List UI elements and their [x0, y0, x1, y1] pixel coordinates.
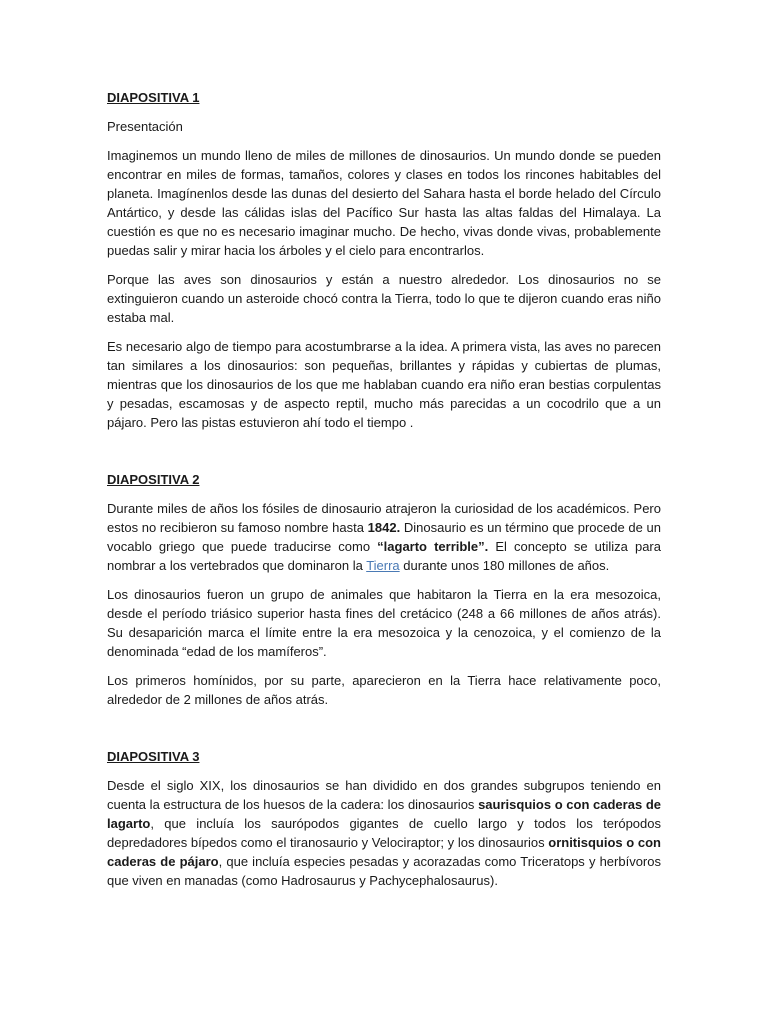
- slide-3-paragraph-1: [107, 776, 661, 890]
- slide-3-p1-text-b: , que incluía los saurópodos gigantes de cuello largo y todos los terópodos depredadores bípedos como el tiranosaurio y Velociraptor; y los dinosaurios: [107, 816, 661, 850]
- slide-2-p1-text-c: El concepto se utiliza para nombrar a los vertebrados que dominaron la: [107, 539, 661, 573]
- slide-2-heading: DIAPOSITIVA 2: [107, 472, 200, 487]
- slide-2-p1-text-d: durante unos 180 millones de años.: [399, 558, 610, 573]
- slide-3-p1-bold-ornitisquios: ornitisquios o con caderas de pájaro: [107, 835, 662, 869]
- slide-3-heading: DIAPOSITIVA 3: [107, 749, 200, 764]
- slide-1-paragraph-2: Porque las aves son dinosaurios y están a nuestro alrededor. Los dinosaurios no se extinguieron cuando un asteroide chocó contra la Tierra, todo lo que te dijeron cuando eras niño estaba mal.: [107, 272, 661, 325]
- slide-2-p1-text-a: Durante miles de años los fósiles de dinosaurio atrajeron la curiosidad de los académicos. Pero estos no recibieron su famoso nombre hasta: [107, 501, 661, 535]
- slide-2-p1-quote: “lagarto terrible”.: [377, 539, 489, 554]
- slide-2-paragraph-3: Los primeros homínidos, por su parte, aparecieron en la Tierra hace relativamente poco, alrededor de 2 millones de años atrás.: [107, 673, 661, 707]
- document-page: [107, 88, 661, 890]
- slide-3-p1-text-a: Desde el siglo XIX, los dinosaurios se han dividido en dos grandes subgrupos teniendo en cuenta la estructura de los huesos de la cadera: los dinosaurios: [107, 778, 661, 812]
- slide-1-section: [107, 88, 661, 432]
- slide-2-paragraph-2: Los dinosaurios fueron un grupo de animales que habitaron la Tierra en la era mesozoica, desde el período triásico superior hasta fines del cretácico (248 a 66 millones de años atrás). Su desaparición marca el límite entre la era mesozoica y la cenozoica, y el comienzo de la denominada “edad de los mamíferos”.: [107, 587, 661, 659]
- slide-1-paragraph-3: Es necesario algo de tiempo para acostumbrarse a la idea. A primera vista, las aves no parecen tan similares a los dinosaurios: son pequeñas, brillantes y rápidas y cubiertas de plumas, mientras que los dinosaurios de los que me hablaban cuando era niño eran bestias corpulentas y pesadas, escamosas y de aspecto reptil, mucho más parecidas a un cocodrilo que a un pájaro. Pero las pistas estuvieron ahí todo el tiempo .: [107, 339, 661, 430]
- slide-1-heading: DIAPOSITIVA 1: [107, 90, 200, 105]
- slide-3-section: [107, 747, 661, 890]
- slide-2-p1-text-b: Dinosaurio es un término que procede de un vocablo griego que puede traducirse como: [107, 520, 661, 554]
- slide-1-subtitle: Presentación: [107, 119, 183, 134]
- slide-2-paragraph-1: [107, 499, 661, 575]
- slide-2-p1-year: 1842.: [367, 520, 401, 535]
- slide-1-paragraph-1: Imaginemos un mundo lleno de miles de millones de dinosaurios. Un mundo donde se pueden encontrar en miles de formas, tamaños, colores y clases en todos los rincones habitables del planeta. Imagínenlos desde las dunas del desierto del Sahara hasta el borde helado del Círculo Antártico, y desde las cálidas islas del Pacífico Sur hasta las altas faldas del Himalaya. La cuestión es que no es necesario imaginar mucho. De hecho, vivas donde vivas, probablemente puedas salir y mirar hacia los árboles y el cielo para encontrarlos.: [107, 148, 661, 258]
- slide-2-section: [107, 470, 661, 709]
- slide-3-p1-bold-saurisquios: saurisquios o con caderas de lagarto: [107, 797, 661, 831]
- tierra-link[interactable]: Tierra: [366, 558, 400, 573]
- slide-3-p1-text-c: , que incluía especies pesadas y acorazadas como Triceratops y herbívoros que viven en manadas (como Hadrosaurus y Pachycephalosaurus).: [107, 854, 661, 888]
